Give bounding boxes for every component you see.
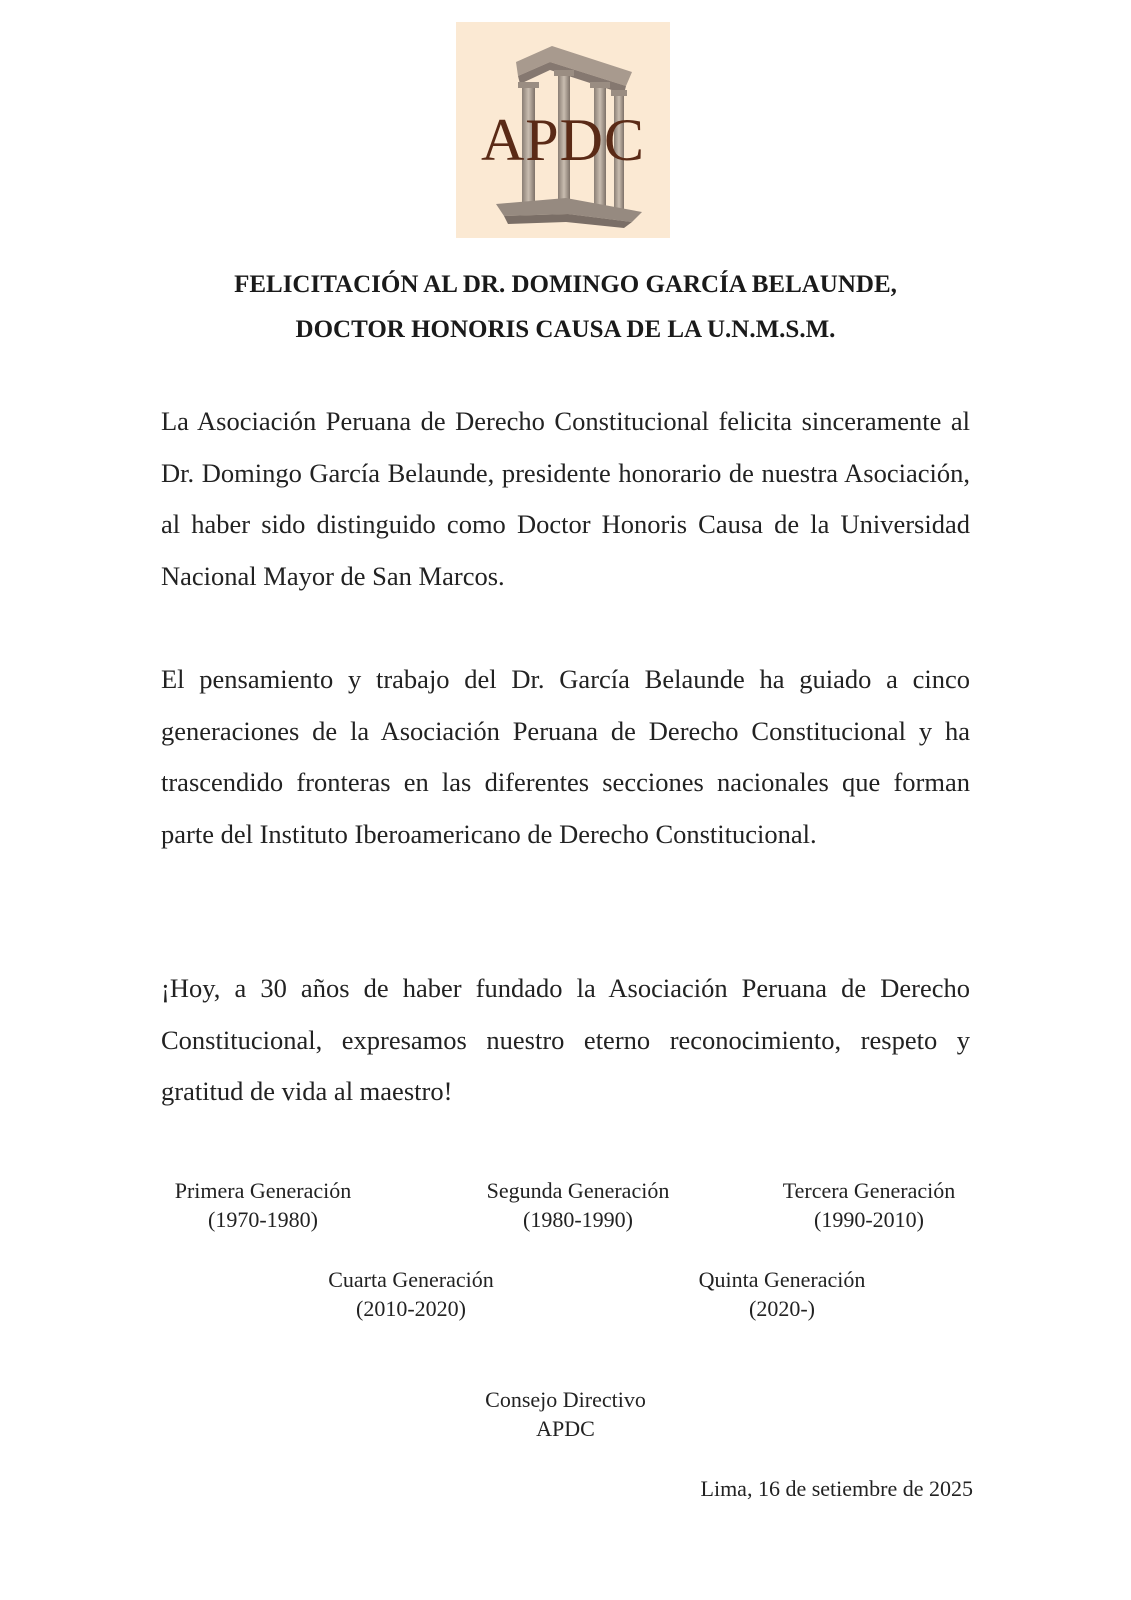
generation-years: (1980-1990) — [523, 1207, 633, 1232]
generation-second — [469, 1176, 687, 1234]
generation-third — [763, 1176, 975, 1234]
generation-years: (2010-2020) — [356, 1296, 466, 1321]
generation-name: Quinta Generación — [698, 1267, 866, 1292]
generation-name: Segunda Generación — [486, 1178, 670, 1203]
paragraph-anniversary: ¡Hoy, a 30 años de haber fundado la Asociación Peruana de Derecho Constitucional, expresamos nuestro eterno reconocimiento, respeto y gratitud de vida al maestro! — [161, 973, 970, 1106]
generation-first — [158, 1176, 368, 1234]
generation-fifth — [681, 1265, 883, 1323]
signature-org: APDC — [536, 1416, 595, 1441]
generation-name: Tercera Generación — [782, 1178, 956, 1203]
paragraph-congratulation: La Asociación Peruana de Derecho Constitucional felicita sinceramente al Dr. Domingo García Belaunde, presidente honorario de nuestra Asociación, al haber sido distinguido como Doctor Honoris Causa de la Universidad Nacional Mayor de San Marcos. — [161, 406, 970, 591]
title-line-2: DOCTOR HONORIS CAUSA DE LA U.N.M.S.M. — [295, 316, 836, 343]
logo-text: APDC — [480, 107, 646, 173]
generation-years: (2020-) — [749, 1296, 815, 1321]
generation-years: (1990-2010) — [814, 1207, 924, 1232]
signature-block — [440, 1385, 691, 1443]
document-date: Lima, 16 de setiembre de 2025 — [700, 1476, 973, 1501]
generation-years: (1970-1980) — [208, 1207, 318, 1232]
generation-name: Cuarta Generación — [328, 1267, 494, 1292]
generation-fourth — [308, 1265, 514, 1323]
apdc-logo — [456, 22, 670, 238]
paragraph-legacy: El pensamiento y trabajo del Dr. García Belaunde ha guiado a cinco generaciones de la Asociación Peruana de Derecho Constitucional y ha trascendido fronteras en las diferentes secciones nacionales que forman parte del Instituto Iberoamericano de Derecho Constitucional. — [161, 664, 970, 849]
page-title — [120, 262, 1011, 352]
generation-name: Primera Generación — [174, 1178, 352, 1203]
signature-council: Consejo Directivo — [485, 1387, 646, 1412]
title-line-1: FELICITACIÓN AL DR. DOMINGO GARCÍA BELAUNDE, — [234, 271, 897, 298]
